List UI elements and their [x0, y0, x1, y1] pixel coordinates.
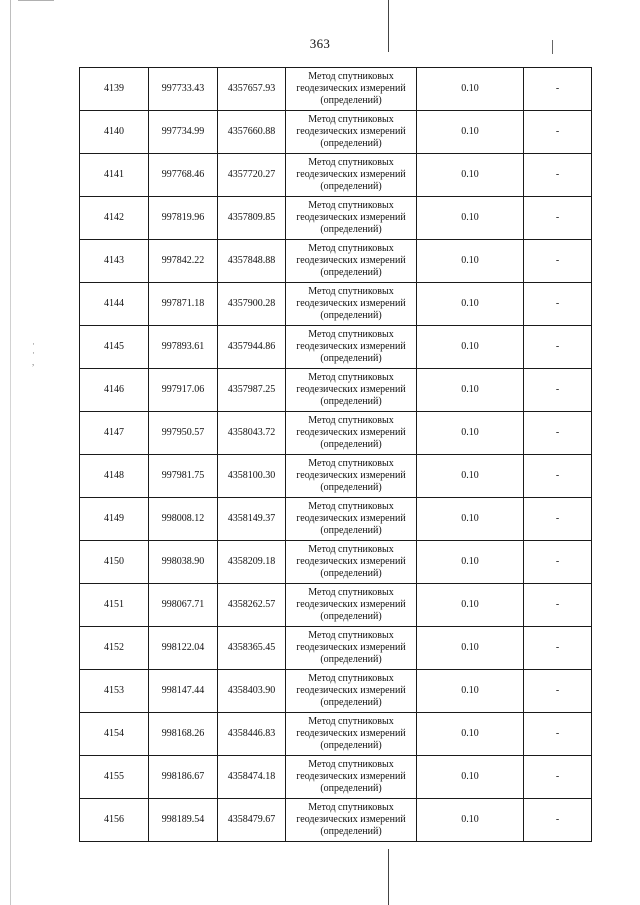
- point-number-cell: 4143: [80, 240, 149, 283]
- table-row: [80, 627, 592, 670]
- method-line: Метод спутниковых: [308, 329, 394, 340]
- method-cell: [286, 584, 417, 627]
- coordinate-x-cell: 997893.61: [149, 326, 218, 369]
- note-cell: -: [524, 670, 592, 713]
- note-cell: -: [524, 283, 592, 326]
- method-line: геодезических измерений: [296, 83, 406, 94]
- coordinate-y-cell: 4358100.30: [218, 455, 286, 498]
- method-line: геодезических измерений: [296, 169, 406, 180]
- note-cell: -: [524, 584, 592, 627]
- page-number: 363: [309, 36, 331, 51]
- method-line: (определений): [320, 310, 382, 321]
- coordinate-x-cell: 998038.90: [149, 541, 218, 584]
- method-line: Метод спутниковых: [308, 157, 394, 168]
- coordinate-y-cell: 4357944.86: [218, 326, 286, 369]
- accuracy-cell: 0.10: [417, 541, 524, 584]
- point-number-cell: 4141: [80, 154, 149, 197]
- table-row: [80, 197, 592, 240]
- method-line: (определений): [320, 224, 382, 235]
- point-number-cell: 4153: [80, 670, 149, 713]
- method-line: Метод спутниковых: [308, 114, 394, 125]
- table-row: [80, 111, 592, 154]
- accuracy-cell: 0.10: [417, 799, 524, 842]
- note-cell: -: [524, 197, 592, 240]
- accuracy-cell: 0.10: [417, 627, 524, 670]
- method-line: Метод спутниковых: [308, 71, 394, 82]
- method-line: Метод спутниковых: [308, 415, 394, 426]
- table-row: [80, 670, 592, 713]
- method-line: Метод спутниковых: [308, 286, 394, 297]
- accuracy-cell: 0.10: [417, 197, 524, 240]
- note-cell: -: [524, 240, 592, 283]
- method-cell: [286, 369, 417, 412]
- coordinate-y-cell: 4358149.37: [218, 498, 286, 541]
- coordinate-x-cell: 998186.67: [149, 756, 218, 799]
- point-number-cell: 4151: [80, 584, 149, 627]
- accuracy-cell: 0.10: [417, 283, 524, 326]
- method-cell: [286, 111, 417, 154]
- point-number-cell: 4140: [80, 111, 149, 154]
- point-number-cell: 4150: [80, 541, 149, 584]
- accuracy-cell: 0.10: [417, 670, 524, 713]
- method-cell: [286, 670, 417, 713]
- point-number-cell: 4155: [80, 756, 149, 799]
- table-row: [80, 455, 592, 498]
- accuracy-cell: 0.10: [417, 154, 524, 197]
- accuracy-cell: 0.10: [417, 326, 524, 369]
- method-line: Метод спутниковых: [308, 759, 394, 770]
- method-line: Метод спутниковых: [308, 243, 394, 254]
- method-line: Метод спутниковых: [308, 802, 394, 813]
- note-cell: -: [524, 498, 592, 541]
- coordinate-y-cell: 4357720.27: [218, 154, 286, 197]
- method-line: геодезических измерений: [296, 427, 406, 438]
- method-line: (определений): [320, 138, 382, 149]
- method-line: (определений): [320, 568, 382, 579]
- note-cell: -: [524, 369, 592, 412]
- method-line: (определений): [320, 353, 382, 364]
- method-line: Метод спутниковых: [308, 544, 394, 555]
- note-cell: -: [524, 68, 592, 111]
- note-cell: -: [524, 412, 592, 455]
- method-line: геодезических измерений: [296, 685, 406, 696]
- note-cell: -: [524, 756, 592, 799]
- method-line: (определений): [320, 439, 382, 450]
- table-row: [80, 584, 592, 627]
- method-cell: [286, 713, 417, 756]
- method-line: Метод спутниковых: [308, 200, 394, 211]
- note-cell: -: [524, 541, 592, 584]
- method-line: (определений): [320, 482, 382, 493]
- method-line: геодезических измерений: [296, 771, 406, 782]
- method-line: (определений): [320, 95, 382, 106]
- method-line: геодезических измерений: [296, 255, 406, 266]
- method-cell: [286, 240, 417, 283]
- coordinate-y-cell: 4358403.90: [218, 670, 286, 713]
- table-row: [80, 498, 592, 541]
- method-line: (определений): [320, 181, 382, 192]
- table-row: [80, 541, 592, 584]
- method-cell: [286, 154, 417, 197]
- scan-fold-line-bottom: [388, 849, 389, 905]
- coordinate-y-cell: 4357900.28: [218, 283, 286, 326]
- accuracy-cell: 0.10: [417, 713, 524, 756]
- method-line: Метод спутниковых: [308, 587, 394, 598]
- point-number-cell: 4144: [80, 283, 149, 326]
- coordinate-y-cell: 4357660.88: [218, 111, 286, 154]
- table-row: [80, 283, 592, 326]
- method-line: Метод спутниковых: [308, 630, 394, 641]
- method-line: (определений): [320, 783, 382, 794]
- accuracy-cell: 0.10: [417, 369, 524, 412]
- point-number-cell: 4156: [80, 799, 149, 842]
- coordinate-y-cell: 4357809.85: [218, 197, 286, 240]
- table-row: [80, 68, 592, 111]
- method-cell: [286, 541, 417, 584]
- coordinate-x-cell: 998147.44: [149, 670, 218, 713]
- method-line: (определений): [320, 267, 382, 278]
- method-line: (определений): [320, 611, 382, 622]
- method-line: геодезических измерений: [296, 642, 406, 653]
- scan-top-mark: [18, 0, 54, 1]
- coordinate-x-cell: 998122.04: [149, 627, 218, 670]
- coordinate-y-cell: 4358043.72: [218, 412, 286, 455]
- method-line: Метод спутниковых: [308, 372, 394, 383]
- coordinate-y-cell: 4358209.18: [218, 541, 286, 584]
- coordinate-x-cell: 997819.96: [149, 197, 218, 240]
- accuracy-cell: 0.10: [417, 584, 524, 627]
- method-line: (определений): [320, 396, 382, 407]
- coordinate-x-cell: 997768.46: [149, 154, 218, 197]
- point-number-cell: 4147: [80, 412, 149, 455]
- coordinate-y-cell: 4358365.45: [218, 627, 286, 670]
- method-cell: [286, 498, 417, 541]
- table-row: [80, 756, 592, 799]
- accuracy-cell: 0.10: [417, 240, 524, 283]
- point-number-cell: 4145: [80, 326, 149, 369]
- method-cell: [286, 455, 417, 498]
- point-number-cell: 4154: [80, 713, 149, 756]
- accuracy-cell: 0.10: [417, 111, 524, 154]
- scan-left-edge: [10, 0, 11, 905]
- accuracy-cell: 0.10: [417, 455, 524, 498]
- accuracy-cell: 0.10: [417, 756, 524, 799]
- coordinate-x-cell: 998168.26: [149, 713, 218, 756]
- point-number-cell: 4148: [80, 455, 149, 498]
- table-row: [80, 326, 592, 369]
- method-cell: [286, 412, 417, 455]
- coordinate-x-cell: 997950.57: [149, 412, 218, 455]
- method-cell: [286, 283, 417, 326]
- method-line: геодезических измерений: [296, 212, 406, 223]
- method-cell: [286, 799, 417, 842]
- method-cell: [286, 326, 417, 369]
- table-row: [80, 369, 592, 412]
- method-cell: [286, 627, 417, 670]
- coordinate-x-cell: 997734.99: [149, 111, 218, 154]
- coordinate-y-cell: 4358262.57: [218, 584, 286, 627]
- method-line: геодезических измерений: [296, 384, 406, 395]
- coordinate-x-cell: 997842.22: [149, 240, 218, 283]
- method-line: геодезических измерений: [296, 298, 406, 309]
- coordinate-x-cell: 998067.71: [149, 584, 218, 627]
- point-number-cell: 4142: [80, 197, 149, 240]
- coordinate-y-cell: 4357657.93: [218, 68, 286, 111]
- method-line: Метод спутниковых: [308, 673, 394, 684]
- coordinate-y-cell: 4357987.25: [218, 369, 286, 412]
- coordinate-x-cell: 997981.75: [149, 455, 218, 498]
- coordinate-y-cell: 4358446.83: [218, 713, 286, 756]
- method-line: (определений): [320, 654, 382, 665]
- coordinate-y-cell: 4358479.67: [218, 799, 286, 842]
- method-line: геодезических измерений: [296, 513, 406, 524]
- table-row: [80, 799, 592, 842]
- coordinates-table-body: [80, 68, 592, 842]
- method-line: геодезических измерений: [296, 126, 406, 137]
- coordinates-table: [79, 67, 592, 842]
- method-line: (определений): [320, 826, 382, 837]
- method-line: геодезических измерений: [296, 341, 406, 352]
- point-number-cell: 4139: [80, 68, 149, 111]
- accuracy-cell: 0.10: [417, 412, 524, 455]
- table-row: [80, 154, 592, 197]
- method-line: Метод спутниковых: [308, 501, 394, 512]
- method-line: Метод спутниковых: [308, 716, 394, 727]
- note-cell: -: [524, 326, 592, 369]
- coordinate-x-cell: 997871.18: [149, 283, 218, 326]
- method-cell: [286, 197, 417, 240]
- method-line: геодезических измерений: [296, 814, 406, 825]
- method-line: Метод спутниковых: [308, 458, 394, 469]
- method-cell: [286, 756, 417, 799]
- note-cell: -: [524, 713, 592, 756]
- note-cell: -: [524, 455, 592, 498]
- method-line: (определений): [320, 740, 382, 751]
- point-number-cell: 4152: [80, 627, 149, 670]
- coordinate-x-cell: 998008.12: [149, 498, 218, 541]
- note-cell: -: [524, 627, 592, 670]
- coordinate-x-cell: 997733.43: [149, 68, 218, 111]
- method-line: (определений): [320, 525, 382, 536]
- coordinate-x-cell: 997917.06: [149, 369, 218, 412]
- table-row: [80, 412, 592, 455]
- method-line: геодезических измерений: [296, 599, 406, 610]
- method-line: геодезических измерений: [296, 556, 406, 567]
- accuracy-cell: 0.10: [417, 68, 524, 111]
- point-number-cell: 4146: [80, 369, 149, 412]
- coordinate-y-cell: 4357848.88: [218, 240, 286, 283]
- method-cell: [286, 68, 417, 111]
- coordinate-y-cell: 4358474.18: [218, 756, 286, 799]
- coordinate-x-cell: 998189.54: [149, 799, 218, 842]
- method-line: геодезических измерений: [296, 470, 406, 481]
- note-cell: -: [524, 111, 592, 154]
- note-cell: -: [524, 154, 592, 197]
- note-cell: -: [524, 799, 592, 842]
- accuracy-cell: 0.10: [417, 498, 524, 541]
- method-line: (определений): [320, 697, 382, 708]
- method-line: геодезических измерений: [296, 728, 406, 739]
- point-number-cell: 4149: [80, 498, 149, 541]
- scan-margin-mark: · · ,: [32, 339, 35, 367]
- table-row: [80, 240, 592, 283]
- table-row: [80, 713, 592, 756]
